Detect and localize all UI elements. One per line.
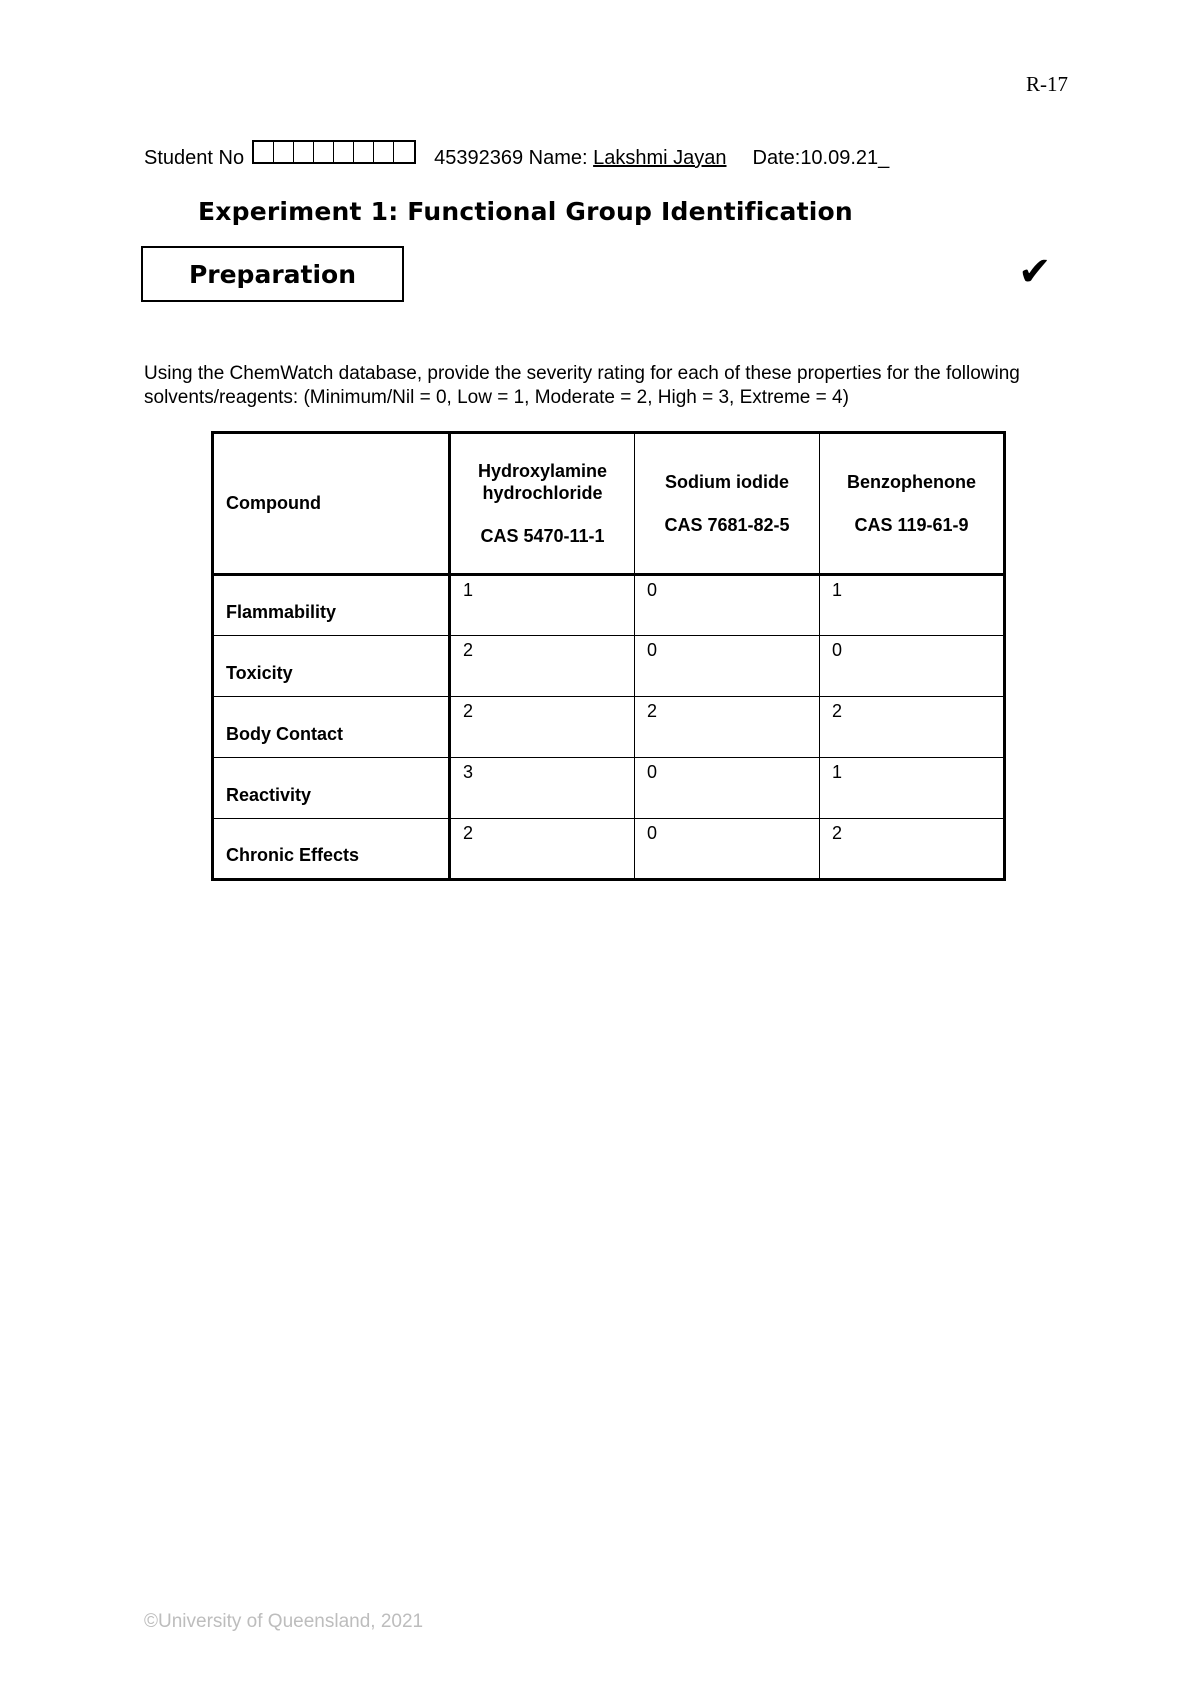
table-row-toxicity [213, 636, 1005, 697]
compound-header-sodium-iodide [635, 433, 820, 575]
date-label: Date: [752, 147, 801, 169]
section-heading-preparation: Preparation [141, 246, 404, 302]
property-label: Chronic Effects [213, 819, 450, 880]
table-row-reactivity [213, 758, 1005, 819]
experiment-title: Experiment 1: Functional Group Identification [198, 197, 853, 226]
name-value: Lakshmi Jayan [593, 147, 727, 169]
name-label: Name: [528, 147, 588, 169]
property-label: Body Contact [213, 697, 450, 758]
student-no-label: Student No [144, 147, 245, 169]
rating-cell: 0 [635, 636, 820, 697]
rating-cell: 2 [450, 636, 635, 697]
student-no-value: 45392369 [434, 147, 524, 169]
student-no-boxes [252, 140, 416, 164]
checkmark-icon: ✔ [1018, 249, 1052, 295]
rating-cell: 2 [450, 819, 635, 880]
property-label: Reactivity [213, 758, 450, 819]
rating-cell: 2 [820, 819, 1005, 880]
compound-name-line2: hydrochloride [482, 483, 603, 503]
compound-name: Sodium iodide [665, 472, 789, 492]
compound-header-benzophenone [820, 433, 1005, 575]
page-number: R-17 [1026, 72, 1068, 96]
student-info-line [144, 146, 889, 170]
table-row-body-contact [213, 697, 1005, 758]
copyright-footer: ©University of Queensland, 2021 [144, 1611, 424, 1632]
compound-header-hydroxylamine [450, 433, 635, 575]
rating-cell: 0 [635, 819, 820, 880]
rating-cell: 1 [820, 575, 1005, 636]
instructions-text: Using the ChemWatch database, provide the severity rating for each of these properties for the following solvents/reagents: (Minimum/Nil = 0, Low = 1, Moderate = 2, High = 3, Extreme = 4) [144, 363, 1020, 408]
corner-label: Compound [213, 433, 450, 575]
rating-cell: 2 [820, 697, 1005, 758]
rating-cell: 1 [820, 758, 1005, 819]
rating-cell: 1 [450, 575, 635, 636]
cas-number: CAS 7681-82-5 [664, 515, 790, 535]
property-label: Flammability [213, 575, 450, 636]
rating-cell: 0 [635, 758, 820, 819]
rating-cell: 0 [635, 575, 820, 636]
cas-number: CAS 5470-11-1 [480, 526, 605, 546]
severity-ratings-table [211, 431, 1006, 881]
cas-number: CAS 119-61-9 [854, 515, 969, 535]
rating-cell: 2 [450, 697, 635, 758]
property-label: Toxicity [213, 636, 450, 697]
rating-cell: 0 [820, 636, 1005, 697]
compound-name: Benzophenone [847, 472, 976, 492]
table-header-row [213, 433, 1005, 575]
compound-name: Hydroxylamine [477, 461, 608, 481]
rating-cell: 2 [635, 697, 820, 758]
table-row-flammability [213, 575, 1005, 636]
rating-cell: 3 [450, 758, 635, 819]
table-row-chronic-effects [213, 819, 1005, 880]
date-value: 10.09.21_ [800, 147, 890, 169]
